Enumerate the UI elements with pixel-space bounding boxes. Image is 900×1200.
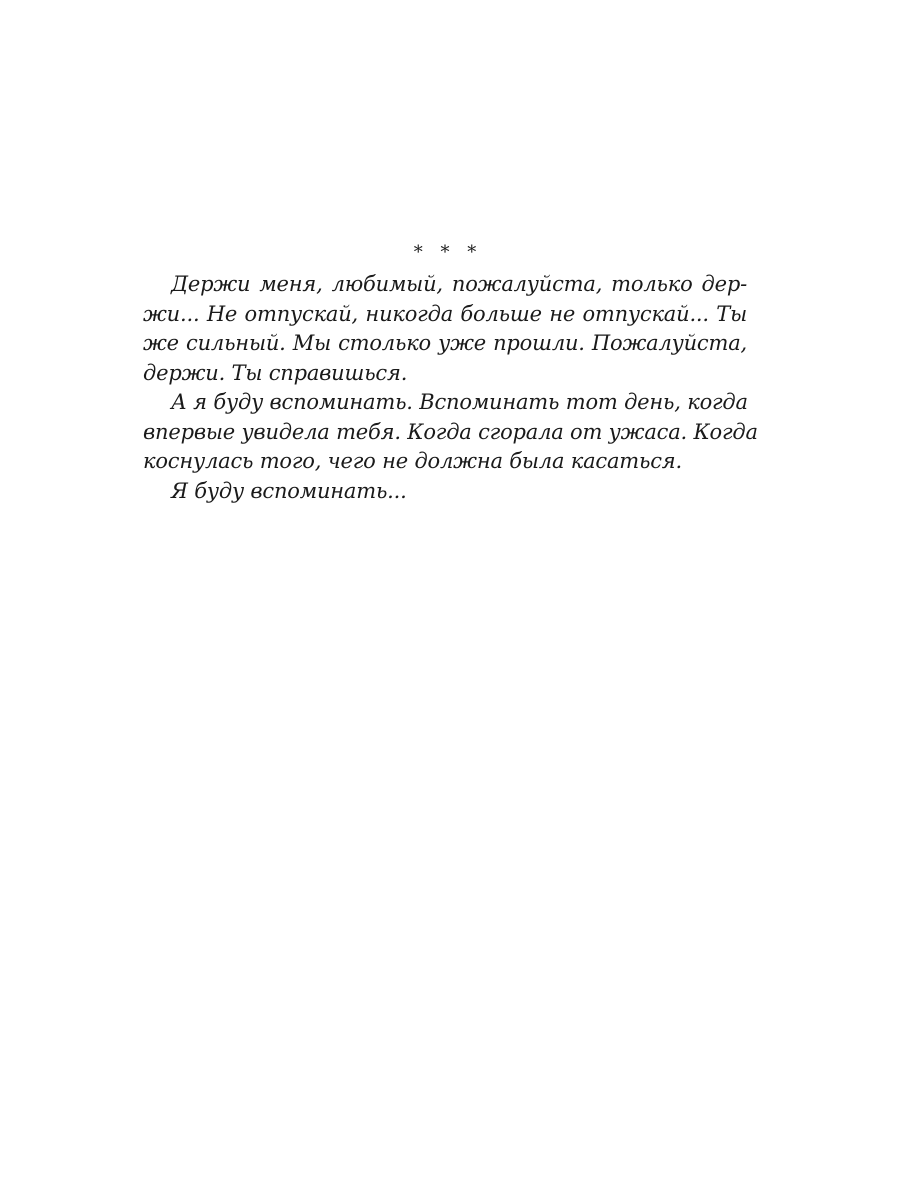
text-line: коснулась того, чего не должна была касаться.	[143, 449, 682, 473]
paragraph-2	[143, 388, 758, 477]
text-block	[143, 236, 758, 506]
text-line: держи. Ты справишься.	[143, 360, 408, 385]
section-separator: * * *	[413, 242, 483, 263]
text-line: Я буду вспоминать...	[171, 478, 407, 503]
text-line: Держи меня, любимый, пожалуйста, только дер-	[171, 272, 747, 296]
text-line: жи... Не отпускай, никогда больше не отпускай... Ты	[143, 301, 747, 326]
text-line: впервые увидела тебя. Когда сгорала от ужаса. Когда	[143, 419, 758, 444]
text-line: же сильный. Мы столько уже прошли. Пожалуйста,	[143, 331, 747, 355]
paragraph-3	[143, 477, 747, 507]
text-line: А я буду вспоминать. Вспоминать тот день, когда	[171, 390, 748, 414]
paragraph-1	[143, 270, 747, 388]
